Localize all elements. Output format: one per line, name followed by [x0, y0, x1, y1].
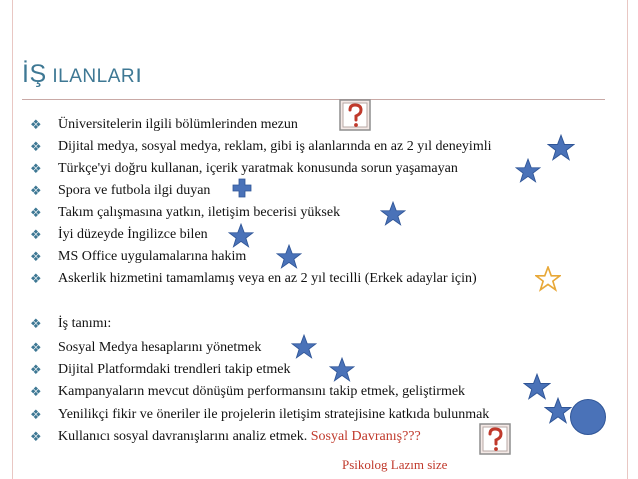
item-text: Takım çalışmasına yatkın, iletişim becerisi yüksek [58, 205, 341, 220]
star-icon [547, 134, 575, 162]
slide-title-part1: İŞ [22, 60, 47, 88]
bullet-icon: ❖ [30, 340, 42, 355]
list-item [30, 203, 605, 223]
star-icon [380, 201, 406, 227]
item-text: Türkçe'yi doğru kullanan, içerik yaratmak konusunda sorun yaşamayan [58, 161, 458, 176]
bullet-icon: ❖ [30, 316, 42, 331]
slide-frame-right [627, 0, 628, 479]
list-item [30, 314, 605, 334]
bullet-icon: ❖ [30, 384, 42, 399]
bullet-icon: ❖ [30, 271, 42, 286]
list-item [30, 115, 605, 135]
bullet-icon: ❖ [30, 249, 42, 264]
slide-title [22, 60, 143, 89]
item-text: İyi düzeyde İngilizce bilen [58, 227, 208, 242]
item-text [58, 427, 421, 447]
item-text: Askerlik hizmetini tamamlamış veya en az 2 yıl tecilli (Erkek adaylar için) [58, 271, 477, 286]
star-icon [291, 334, 317, 360]
list-item [30, 181, 605, 201]
question-box-icon [339, 99, 371, 131]
list-item [30, 225, 605, 245]
star-icon [329, 357, 355, 383]
list-item [30, 427, 605, 447]
list-item [30, 405, 605, 425]
item-text: Sosyal Medya hesaplarını yönetmek [58, 340, 262, 355]
item-text: Kampanyaların mevcut dönüşüm performansını takip etmek, geliştirmek [58, 384, 466, 399]
bullet-icon: ❖ [30, 429, 42, 444]
bullet-icon: ❖ [30, 205, 42, 220]
item-text: Spora ve futbola ilgi duyan [58, 183, 211, 198]
list-item [30, 269, 605, 289]
item-text: Dijital medya, sosyal medya, reklam, gibi iş alanlarında en az 2 yıl deneyimli [58, 139, 492, 154]
item-text: MS Office uygulamalarına hakim [58, 249, 247, 264]
slide-title-part3: ı [135, 60, 143, 88]
bullet-icon: ❖ [30, 161, 42, 176]
star-icon [228, 223, 254, 249]
list-item [30, 137, 605, 157]
bullet-icon: ❖ [30, 183, 42, 198]
highlight-text: Sosyal Davranış??? [310, 429, 421, 444]
item-text: Üniversitelerin ilgili bölümlerinden mezun [58, 117, 298, 132]
item-text-main: Kullanıcı sosyal davranışlarını analiz etmek. [58, 429, 311, 444]
slide-title-part2: ILANLAR [46, 66, 136, 87]
bullet-icon: ❖ [30, 139, 42, 154]
bullet-icon: ❖ [30, 227, 42, 242]
star-outline-icon [535, 266, 561, 292]
title-underline [22, 99, 605, 100]
star-icon [544, 397, 572, 425]
slide-frame-left [12, 0, 13, 479]
list-item [30, 338, 605, 358]
item-text: Yenilikçi fikir ve öneriler ile projelerin iletişim stratejisine katkıda bulunmak [58, 407, 490, 422]
bullet-icon: ❖ [30, 362, 42, 377]
footnote-text: Psikolog Lazım size [342, 457, 448, 472]
item-text: Dijital Platformdaki trendleri takip etmek [58, 362, 291, 377]
circle-icon [569, 398, 607, 436]
list-item [30, 247, 605, 267]
plus-icon [232, 178, 252, 198]
star-icon [515, 158, 541, 184]
bullet-icon: ❖ [30, 117, 42, 132]
item-text: İş tanımı: [58, 316, 112, 331]
question-box-icon [479, 423, 511, 455]
bullet-icon: ❖ [30, 407, 42, 422]
list-item [30, 360, 605, 380]
list-item [30, 382, 605, 402]
star-icon [276, 244, 302, 270]
